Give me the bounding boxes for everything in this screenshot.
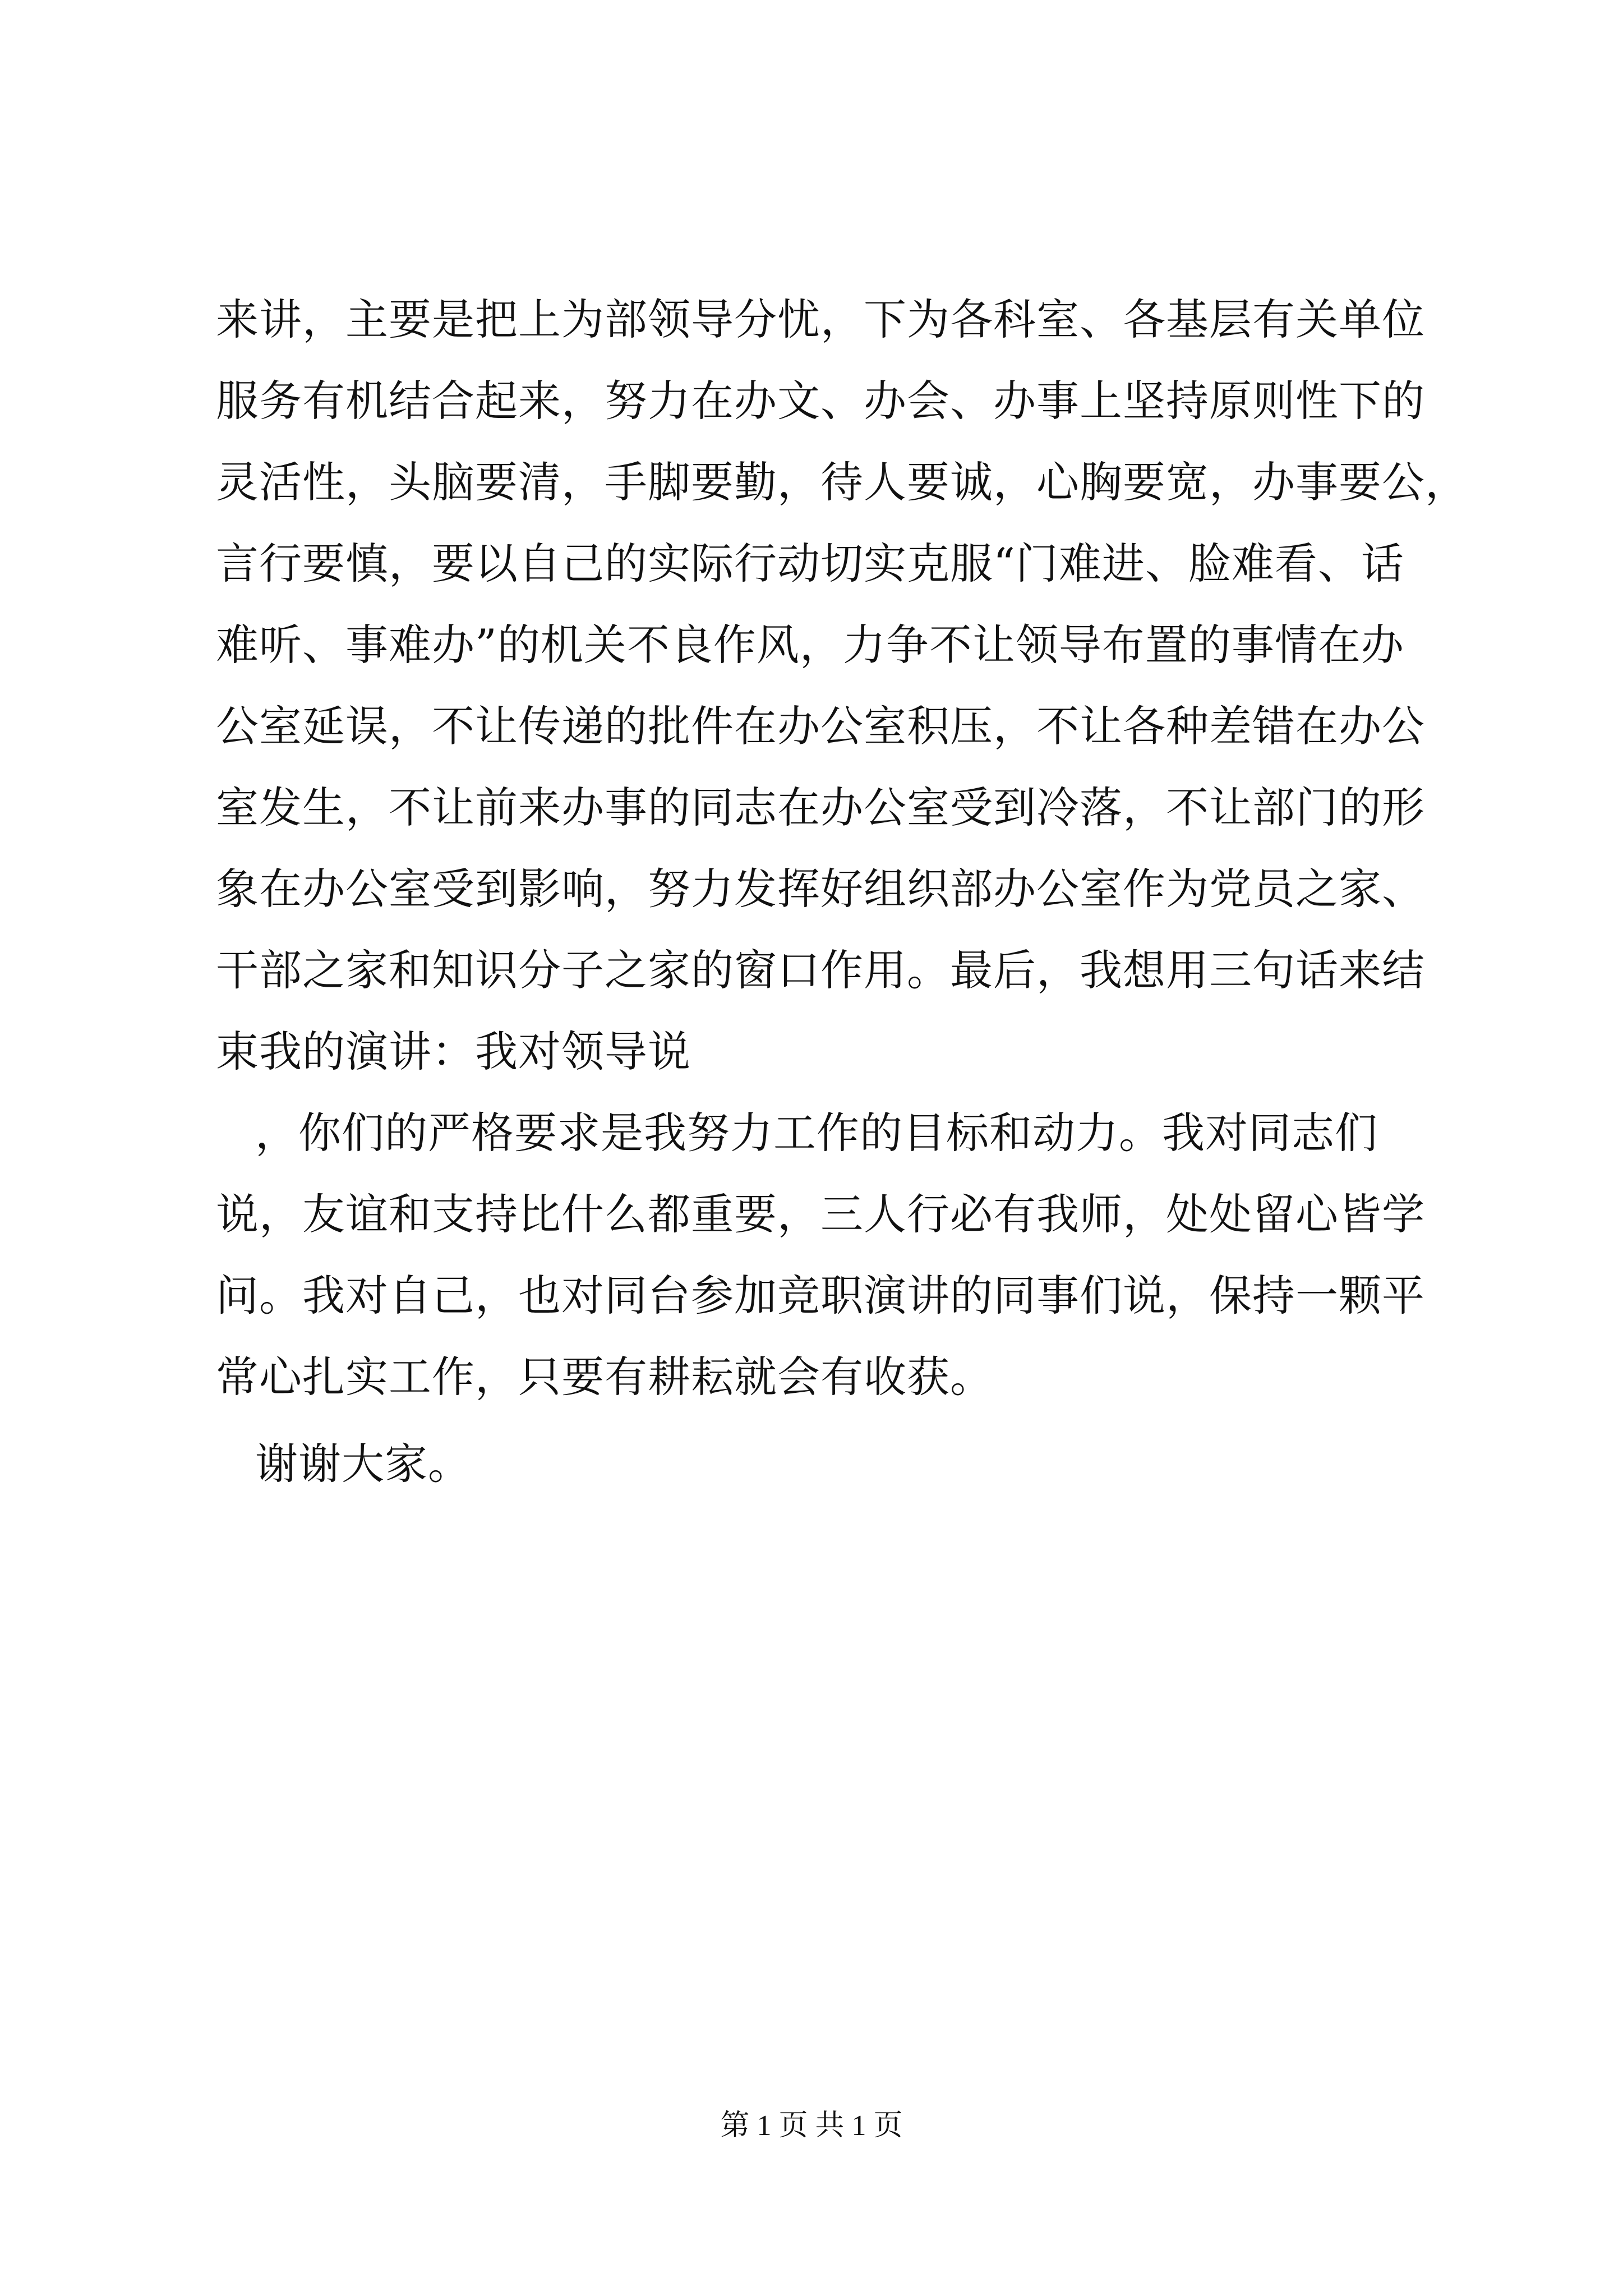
- text-line: 室发生，不让前来办事的同志在办公室受到冷落，不让部门的形: [216, 783, 1425, 832]
- text-line: 说，友谊和支持比什么都重要，三人行必有我师，处处留心皆学: [216, 1189, 1425, 1239]
- text-line: 公室延误，不让传递的批件在办公室积压，不让各种差错在办公: [216, 701, 1425, 751]
- text-line: 问。我对自己，也对同台参加竞职演讲的同事们说，保持一颗平: [216, 1271, 1425, 1320]
- text-line: 难听、事难办”的机关不良作风，力争不让领导布置的事情在办: [216, 620, 1404, 670]
- text-line: 束我的演讲：我对领导说: [216, 1027, 691, 1076]
- text-line: 灵活性，头脑要清，手脚要勤，待人要诚，心胸要宽，办事要公，: [216, 457, 1468, 507]
- text-line: 来讲，主要是把上为部领导分忧，下为各科室、各基层有关单位: [216, 295, 1425, 344]
- text-line: 常心扎实工作，只要有耕耘就会有收获。: [216, 1352, 993, 1402]
- text-line: 象在办公室受到影响，努力发挥好组织部办公室作为党员之家、: [216, 864, 1425, 914]
- text-line: ，你们的严格要求是我努力工作的目标和动力。我对同志们: [255, 1108, 1378, 1158]
- text-line: 言行要慎，要以自己的实际行动切实克服“门难进、脸难看、话: [216, 539, 1404, 588]
- text-line: 干部之家和知识分子之家的窗口作用。最后，我想用三句话来结: [216, 945, 1425, 995]
- page-number-footer: 第 1 页 共 1 页: [720, 2110, 903, 2142]
- text-line: 谢谢大家。: [255, 1439, 471, 1489]
- text-line: 服务有机结合起来，努力在办文、办会、办事上坚持原则性下的: [216, 376, 1425, 426]
